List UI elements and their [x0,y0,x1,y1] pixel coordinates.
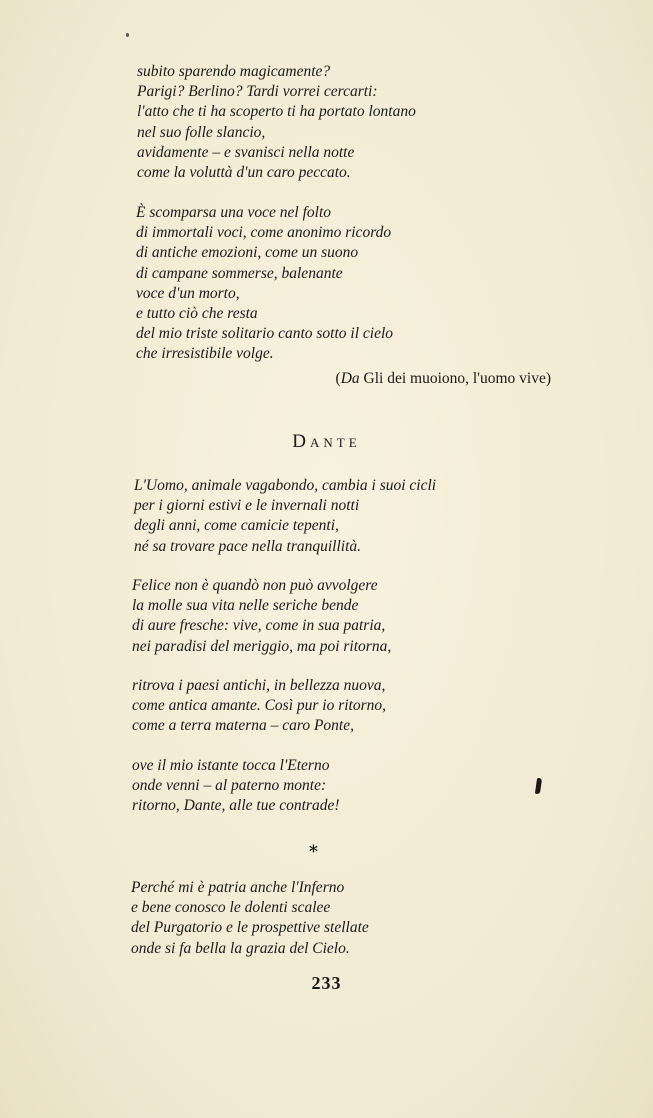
ink-blot [535,778,542,795]
verse-line: nei paradisi del meriggio, ma poi ritorna, [132,637,392,655]
final-stanza [131,878,369,959]
verse-line: degli anni, come camicie tepenti, [134,517,339,535]
title-rest: ANTE [310,435,361,450]
source-title: Gli dei muoiono, l'uomo vive) [359,370,551,387]
verse-line: ove il mio istante tocca l'Eterno [132,757,330,774]
verse-line: nel suo folle slancio, [137,123,266,141]
verse-line: di campane sommerse, balenante [136,264,343,282]
verse-line: onde si fa bella la grazia del Cielo. [131,939,350,957]
verse-line: voce d'un morto, [136,284,240,302]
stanza-2 [136,203,393,365]
verse-line: Perché mi è patria anche l'Inferno [131,879,345,896]
verse-line: del mio triste solitario canto sotto il cielo [136,325,394,343]
source-attribution [336,370,551,388]
verse-line: la molle sua vita nelle seriche bende [132,597,359,615]
source-prefix: Da [340,370,360,387]
verse-line: l'atto che ti ha scoperto ti ha portato lontano [137,103,416,121]
verse-line: Felice non è quandò non può avvolgere [132,577,378,594]
source-open-paren: ( [335,370,341,387]
dante-stanza-3 [132,676,386,737]
verse-line: che irresistibile volge. [136,345,274,363]
dante-stanza-2 [132,576,391,657]
verse-line: subito sparendo magicamente? [137,63,331,80]
stanza-1 [137,62,416,183]
verse-line: avidamente – e svanisci nella notte [137,143,355,161]
verse-line: come antica amante. Così pur io ritorno, [132,697,387,715]
verse-line: ritrova i paesi antichi, in bellezza nuova, [132,677,386,694]
poem-title [0,431,653,453]
section-separator: * [309,842,318,862]
verse-line: del Purgatorio e le prospettive stellate [131,919,369,937]
verse-line: per i giorni estivi e le invernali notti [134,497,360,515]
verse-line: né sa trovare pace nella tranquillità. [134,537,362,555]
paper-speck [126,33,129,37]
verse-line: come la voluttà d'un caro peccato. [137,163,351,181]
verse-line: ritorno, Dante, alle tue contrade! [132,797,340,815]
verse-line: L'Uomo, animale vagabondo, cambia i suoi cicli [134,477,437,494]
verse-line: di aure fresche: vive, come in sua patria, [132,617,386,635]
dante-stanza-1 [134,476,436,557]
verse-line: come a terra materna – caro Ponte, [132,717,354,735]
page-number: 233 [311,973,342,993]
verse-line: di immortali voci, come anonimo ricordo [136,224,392,242]
verse-line: onde venni – al paterno monte: [132,777,327,795]
verse-line: È scomparsa una voce nel folto [136,204,332,221]
dante-stanza-4 [132,756,340,817]
title-initial: D [292,431,311,452]
verse-line: Parigi? Berlino? Tardi vorrei cercarti: [137,83,378,101]
verse-line: e bene conosco le dolenti scalee [131,899,331,917]
verse-line: e tutto ciò che resta [136,304,258,322]
verse-line: di antiche emozioni, come un suono [136,244,359,262]
